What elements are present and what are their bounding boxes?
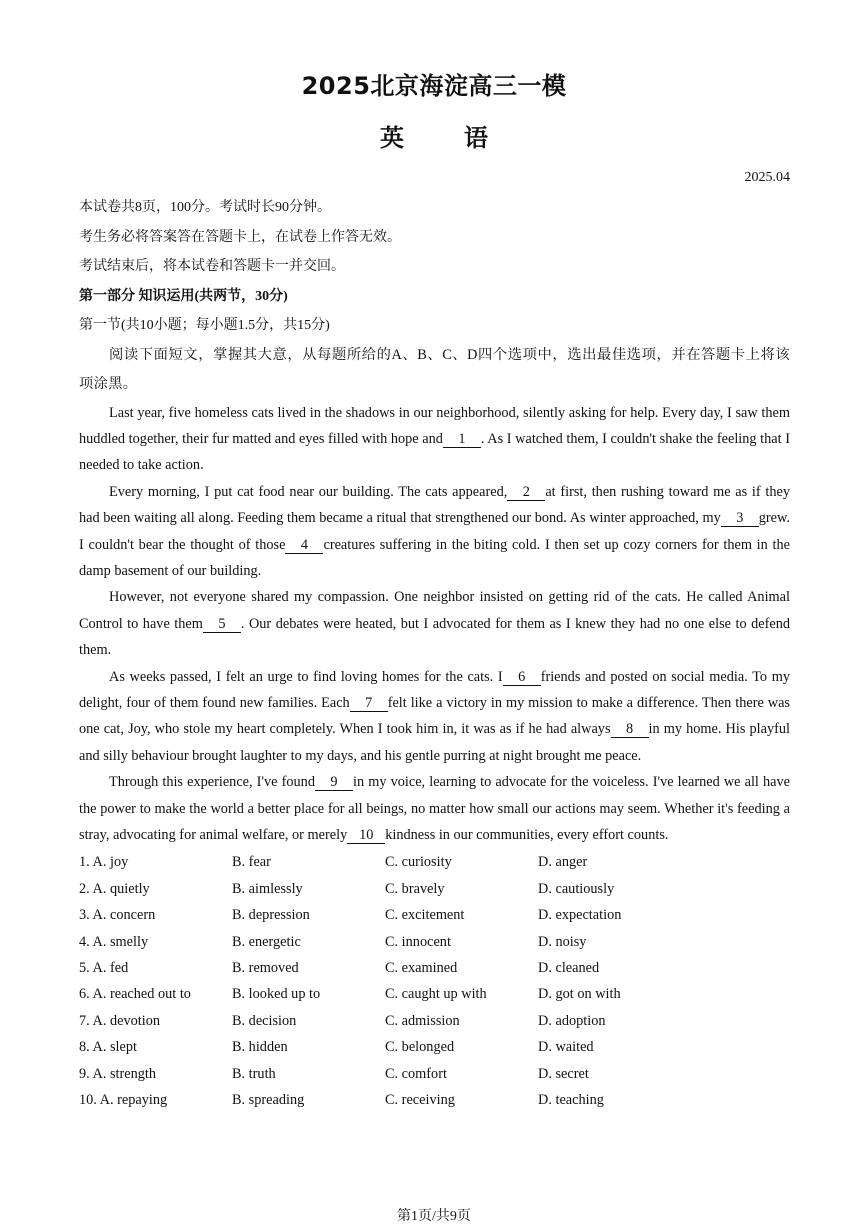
exam-title: 2025北京海淀高三一模 [301,72,567,100]
blank: 6 [503,669,541,686]
option: B. fear [232,854,271,871]
option: C. innocent [385,933,451,950]
option: B. removed [232,959,299,976]
option: B. spreading [232,1091,305,1108]
section-heading: 第一节(共10小题；每小题1.5分，共15分) [79,318,330,333]
passage-paragraph: However, not everyone shared my compassion. One neighbor insisted on getting rid of the cats. He called Animal Control to have them 5 . Our debates were heated, but I advocated for them as I knew they had no one else to defend them. [79,589,791,659]
option: D. teaching [538,1091,604,1108]
option: B. aimlessly [232,880,303,897]
blank: 7 [350,695,388,712]
option-row [79,1034,790,1060]
option: B. looked up to [232,986,321,1003]
option: C. belonged [385,1039,455,1056]
option: B. hidden [232,1039,288,1056]
option: 10. A. repaying [79,1091,168,1108]
direction-text: 阅读下面短文，掌握其大意，从每题所给的A、B、C、D四个选项中，选出最佳选项，并在答题卡上将该项涂黑。 [79,346,790,392]
option: 1. A. joy [79,854,129,871]
part-heading: 第一部分 知识运用(共两节，30分) [79,288,288,304]
option-row [79,876,790,902]
blank: 1 [443,431,481,448]
option: D. got on with [538,986,621,1003]
option: 8. A. slept [79,1039,137,1056]
option-row [79,849,790,875]
option: D. adoption [538,1012,606,1029]
options-list [79,849,790,1113]
page-footer: 第1页/共9页 [397,1209,471,1224]
option: 9. A. strength [79,1065,157,1082]
instruction-line: 考试结束后，将本试卷和答题卡一并交回。 [79,259,345,274]
blank: 4 [285,537,323,554]
option: C. admission [385,1012,460,1029]
subject-char: 语 [464,124,488,152]
option: B. truth [232,1065,276,1082]
passage-paragraph: Last year, five homeless cats lived in the shadows in our neighborhood, silently asking for help. Every day, I saw them huddled together, their fur matted and eyes filled with hope and 1 . As I watched them, I couldn't shake the feeling that I needed to take action. [79,404,790,474]
instruction-line: 考生务必将答案答在答题卡上，在试卷上作答无效。 [79,229,401,245]
option: C. excitement [385,907,465,924]
option: 2. A. quietly [79,880,150,897]
passage-paragraph: As weeks passed, I felt an urge to find loving homes for the cats. I 6 friends and posted on social media. To my delight, four of them found new families. Each 7 felt like a victory in my mission to make a difference. Then there was one cat, Joy, who stole my heart completely. When I took him in, it was as if he had always 8 in my home. His playful and silly behaviour brought laughter to my days, and his gentle purring at night brought me peace. [79,668,791,764]
blank: 5 [203,616,241,633]
option: C. bravely [385,880,445,897]
option: B. depression [232,907,310,924]
option: D. secret [538,1065,589,1082]
option: C. examined [385,959,458,976]
option: D. cautiously [538,880,615,897]
subject-char: 英 [380,124,404,152]
option: 4. A. smelly [79,933,149,950]
option-row [79,929,790,955]
blank: 10 [347,827,385,844]
option-row [79,1008,790,1034]
option: B. energetic [232,933,301,950]
exam-content [79,193,790,1113]
instruction-line: 本试卷共8页，100分。考试时长90分钟。 [79,200,331,215]
option: D. expectation [538,907,622,924]
subject-title [0,118,868,153]
option: C. comfort [385,1065,447,1082]
exam-date: 2025.04 [744,170,790,185]
option: D. waited [538,1039,594,1056]
option-row [79,1087,790,1113]
option-row [79,902,790,928]
blank: 8 [611,721,649,738]
option-row [79,981,790,1007]
passage-paragraph: Through this experience, I've found 9 in my voice, learning to advocate for the voiceless. I've learned we all have the power to make the world a better place for all beings, no matter how small our actions may seem. Whether it's feeding a stray, advocating for animal welfare, or merely 10 kindness in our communities, every effort counts. [79,774,790,843]
option: B. decision [232,1012,297,1029]
option: 6. A. reached out to [79,986,191,1003]
option-row [79,955,790,981]
option: C. caught up with [385,986,487,1003]
option: 7. A. devotion [79,1012,161,1029]
blank: 9 [315,774,353,791]
option: D. anger [538,854,588,871]
option: 5. A. fed [79,959,129,976]
option: C. curiosity [385,854,452,871]
blank: 2 [507,484,545,501]
option: 3. A. concern [79,907,156,924]
option: D. cleaned [538,959,600,976]
option: C. receiving [385,1091,455,1108]
option-row [79,1061,790,1087]
blank: 3 [721,510,759,527]
option: D. noisy [538,933,587,950]
passage-paragraph: Every morning, I put cat food near our building. The cats appeared, 2 at first, then rushing toward me as if they had been waiting all along. Feeding them became a ritual that strengthened our bond. As winter approached, my 3 grew. I couldn't bear the thought of those 4 creatures suffering in the biting cold. I then set up cozy corners for them in the damp basement of our building. [79,483,791,579]
